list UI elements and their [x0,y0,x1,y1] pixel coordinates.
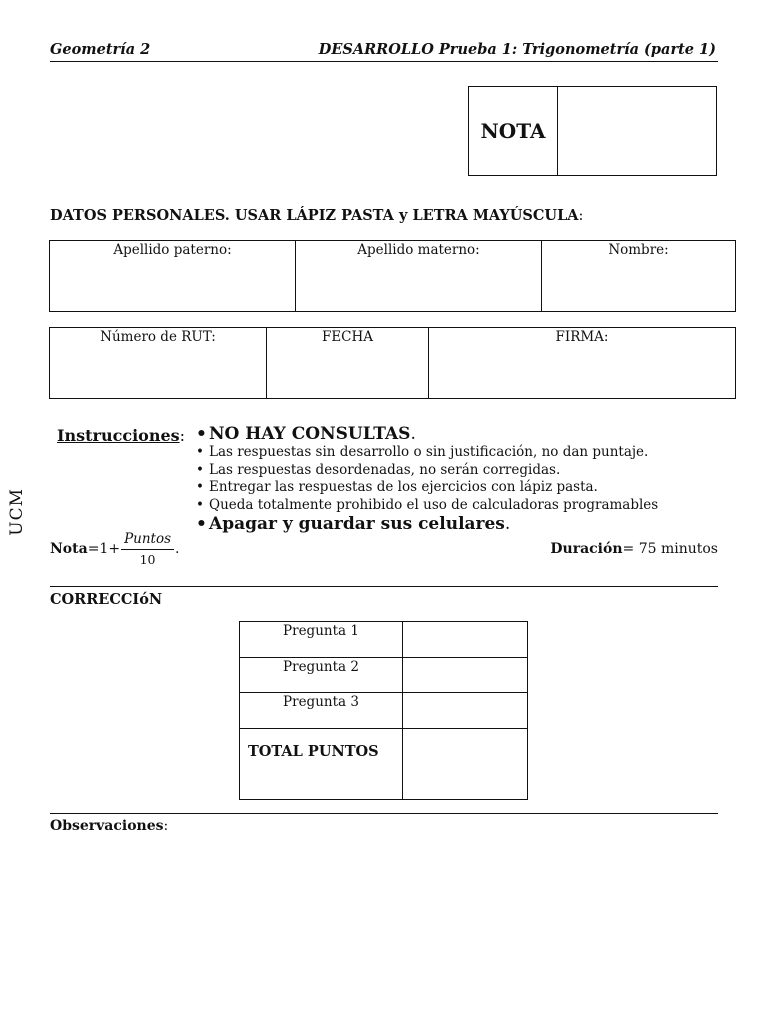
nota-box [468,86,717,176]
nota-label: NOTA [469,87,558,175]
list-item: • Entregar las respuestas de los ejercicios con lápiz pasta. [196,479,658,497]
list-item: • Las respuestas sin desarrollo o sin justificación, no dan puntaje. [196,444,658,462]
personal-data-table-2 [49,327,736,399]
instructions-label: Instrucciones: [57,426,186,445]
firma-field[interactable]: FIRMA: [429,328,736,399]
formula-numerator: Puntos [121,531,174,550]
list-item: • NO HAY CONSULTAS. [196,424,658,444]
question-2-score[interactable] [403,658,528,693]
list-item: • Las respuestas desordenadas, no serán corregidas. [196,462,658,480]
header-rule [50,61,718,62]
rut-field[interactable]: Número de RUT: [50,328,267,399]
formula-denominator: 10 [139,552,156,567]
personal-data-table-1 [49,240,736,312]
list-item: • Queda totalmente prohibido el uso de calculadoras programables [196,497,658,515]
apellido-materno-field[interactable]: Apellido materno: [296,241,542,312]
exam-title: DESARROLLO Prueba 1: Trigonometría (parte 1) [318,41,716,58]
duration: Duración= 75 minutos [550,541,718,557]
total-points-score[interactable] [403,729,528,800]
nombre-field[interactable]: Nombre: [542,241,736,312]
observations-rule [50,813,718,814]
question-1-score[interactable] [403,622,528,658]
total-points-label: TOTAL PUNTOS [240,729,403,800]
section-rule [50,586,718,587]
question-3-score[interactable] [403,693,528,729]
side-label: UCM [7,488,27,536]
personal-data-title: DATOS PERSONALES. USAR LÁPIZ PASTA y LETRA MAYÚSCULA: [50,207,584,224]
question-2-label: Pregunta 2 [240,658,403,693]
question-3-label: Pregunta 3 [240,693,403,729]
observations-label: Observaciones: [50,818,169,834]
instructions-list [196,424,658,534]
nota-value-field[interactable] [558,87,716,175]
question-1-label: Pregunta 1 [240,622,403,658]
correction-title: CORRECCIóN [50,591,163,608]
list-item: • Apagar y guardar sus celulares. [196,514,658,534]
fecha-field[interactable]: FECHA [267,328,429,399]
correction-table [239,621,528,800]
apellido-paterno-field[interactable]: Apellido paterno: [50,241,296,312]
grade-formula: Nota =1+ $\frac{\text{Puntos}}{10}$ . [50,531,180,567]
course-title: Geometría 2 [50,41,151,58]
